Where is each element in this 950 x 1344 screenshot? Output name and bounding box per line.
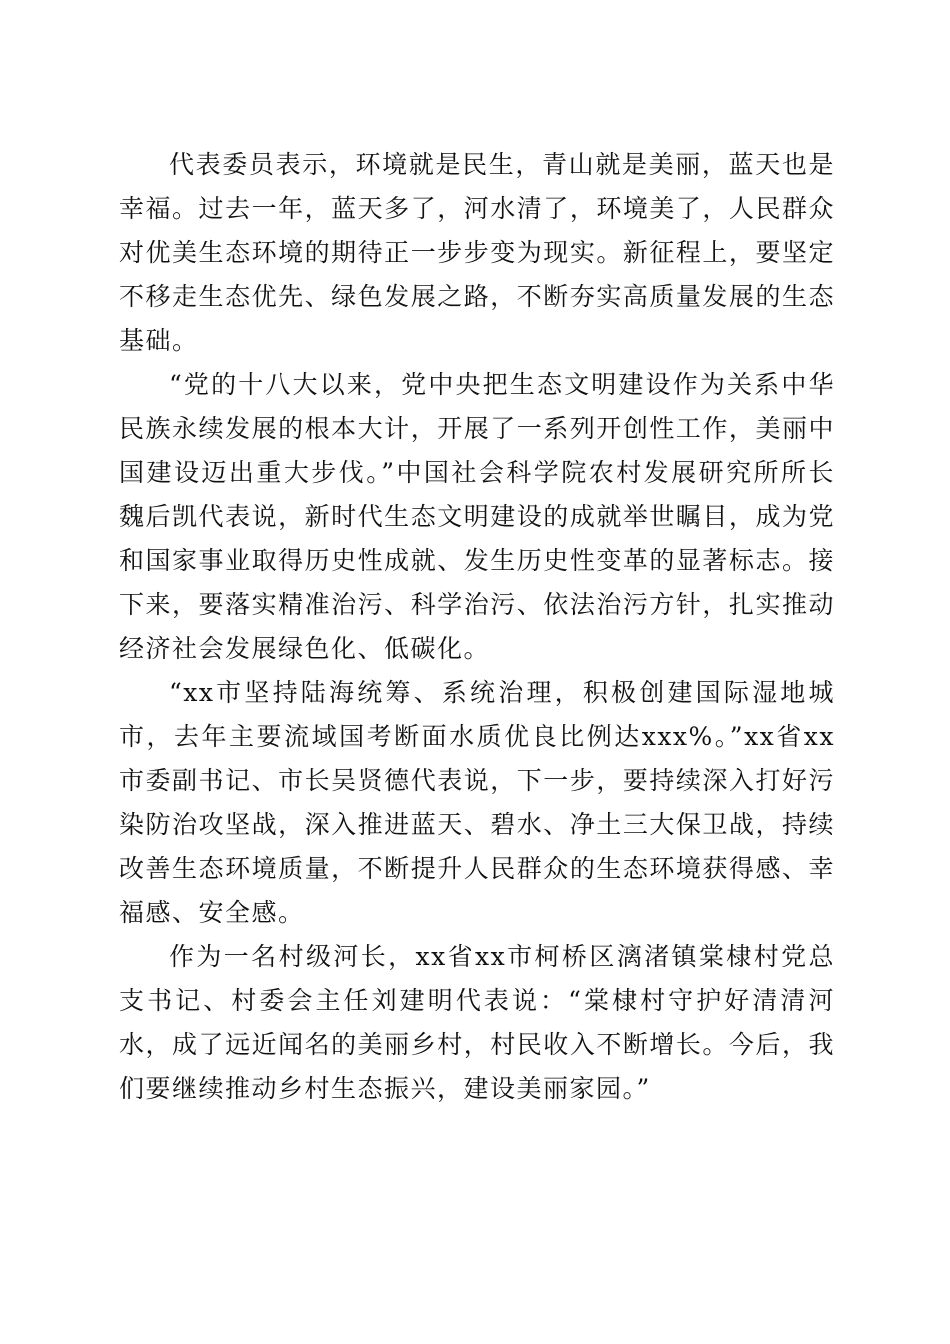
document-body (119, 143, 835, 1111)
paragraph-wetland-city: “xx市坚持陆海统筹、系统治理，积极创建国际湿地城市，去年主要流域国考断面水质优良比例达xxx%。”xx省xx市委副书记、市长吴贤德代表说，下一步，要持续深入打好污染防治攻坚战，深入推进蓝天、碧水、净土三大保卫战，持续改善生态环境质量，不断提升人民群众的生态环境获得感、幸福感、安全感。 (119, 678, 835, 927)
paragraph-ecological-civilization: “党的十八大以来，党中央把生态文明建设作为关系中华民族永续发展的根本大计，开展了一系列开创性工作，美丽中国建设迈出重大步伐。”中国社会科学院农村发展研究所所长魏后凯代表说，新时代生态文明建设的成就举世瞩目，成为党和国家事业取得历史性成就、发生历史性变革的显著标志。接下来，要落实精准治污、科学治污、依法治污方针，扎实推动经济社会发展绿色化、低碳化。 (119, 370, 835, 663)
paragraph-village-river-chief: 作为一名村级河长，xx省xx市柯桥区漓渚镇棠棣村党总支书记、村委会主任刘建明代表说：“棠棣村守护好清清河水，成了远近闻名的美丽乡村，村民收入不断增长。今后，我们要继续推动乡村生态振兴，建设美丽家园。” (119, 942, 835, 1103)
paragraph-environment-livelihood: 代表委员表示，环境就是民生，青山就是美丽，蓝天也是幸福。过去一年，蓝天多了，河水清了，环境美了，人民群众对优美生态环境的期待正一步步变为现实。新征程上，要坚定不移走生态优先、绿色发展之路，不断夯实高质量发展的生态基础。 (119, 150, 835, 355)
